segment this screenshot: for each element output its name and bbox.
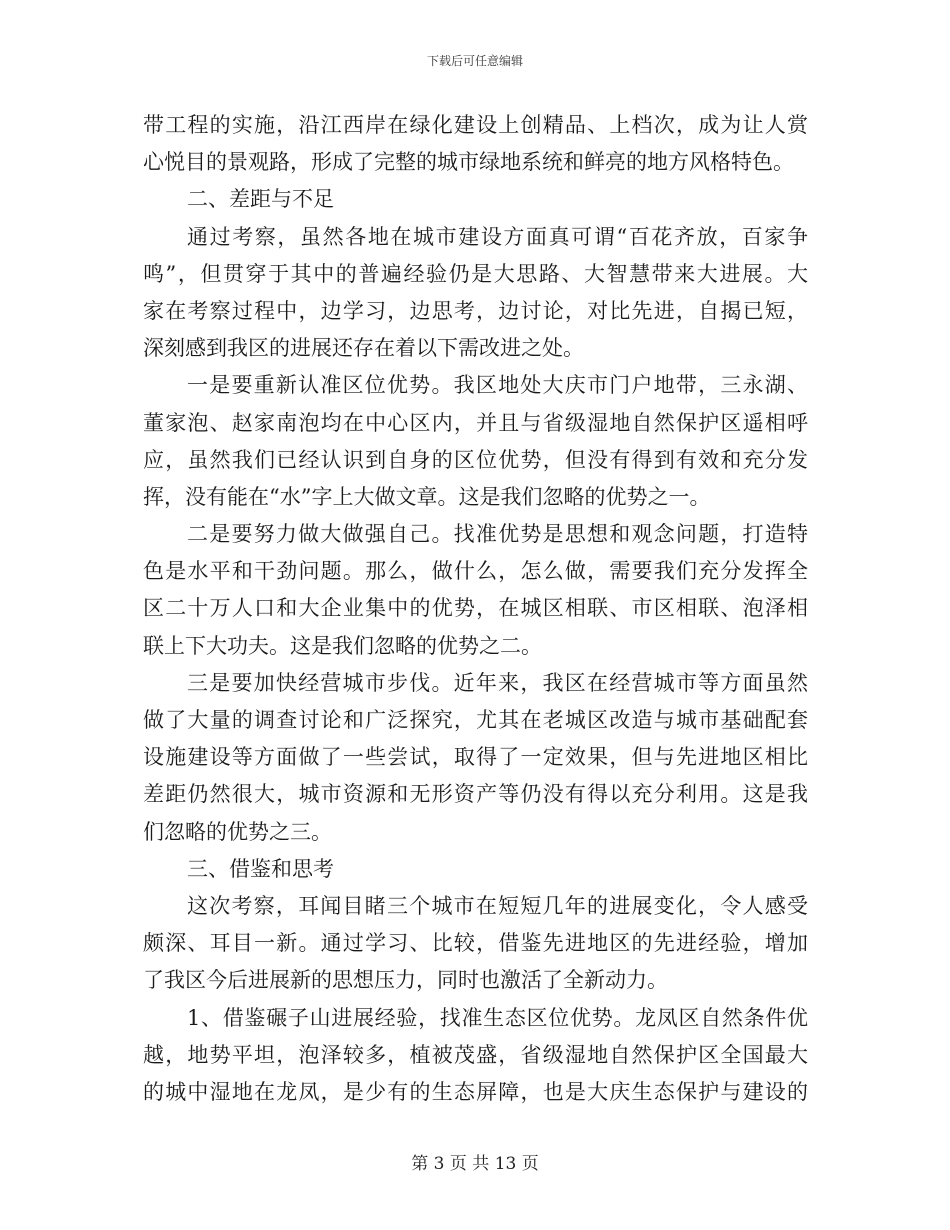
- page-header: 下载后可任意编辑: [426, 54, 523, 68]
- body-text-line: 了我区今后进展新的思想压力，同时也激活了全新动力。: [143, 968, 668, 993]
- body-text-line: 色是水平和干劲问题。那么，做什么，怎么做，需要我们充分发挥全: [143, 559, 808, 584]
- body-text-line: 们忽略的优势之三。: [143, 819, 332, 844]
- body-text-line: 联上下大功夫。这是我们忽略的优势之二。: [143, 633, 542, 658]
- body-text-line: 通过考察，虽然各地在城市建设方面真可谓“百花齐放，百家争: [187, 224, 808, 249]
- body-text-line: 心悦目的景观路，形成了完整的城市绿地系统和鲜亮的地方风格特色。: [143, 150, 794, 175]
- body-text-line: 深刻感到我区的进展还存在着以下需改进之处。: [143, 336, 584, 361]
- body-text-line: 区二十万人口和大企业集中的优势，在城区相联、市区相联、泡泽相: [143, 596, 808, 621]
- body-text-line: 二是要努力做大做强自己。找准优势是思想和观念问题，打造特: [187, 522, 808, 547]
- body-text-line: 带工程的实施，沿江西岸在绿化建设上创精品、上档次，成为让人赏: [143, 113, 808, 137]
- document-body: [143, 107, 808, 1111]
- body-text-line: 鸣”，但贯穿于其中的普遍经验仍是大思路、大智慧带来大进展。大: [143, 261, 808, 286]
- body-text-line: 一是要重新认准区位优势。我区地处大庆市门户地带，三永湖、: [187, 373, 808, 398]
- body-text-line: 董家泡、赵家南泡均在中心区内，并且与省级湿地自然保护区遥相呼: [143, 410, 808, 435]
- body-text-line: 三是要加快经营城市步伐。近年来，我区在经营城市等方面虽然: [187, 670, 808, 695]
- body-text-line: 应，虽然我们已经认识到自身的区位优势，但没有得到有效和充分发: [143, 447, 808, 472]
- page-footer-page-number: 第 3 页 共 13 页: [411, 1154, 539, 1174]
- body-text-line: 挥，没有能在“水”字上大做文章。这是我们忽略的优势之一。: [143, 484, 711, 509]
- body-text-line: 差距仍然很大，城市资源和无形资产等仍没有得以充分利用。这是我: [143, 782, 808, 807]
- body-text-line: 的城中湿地在龙凤，是少有的生态屏障，也是大庆生态保护与建设的: [143, 1079, 808, 1104]
- body-text-line: 颇深、耳目一新。通过学习、比较，借鉴先进地区的先进经验，增加: [143, 931, 808, 956]
- body-text-line: 二、差距与不足: [187, 187, 334, 212]
- body-text-line: 设施建设等方面做了一些尝试，取得了一定效果，但与先进地区相比: [143, 745, 808, 770]
- body-text-line: 做了大量的调查讨论和广泛探究，尤其在老城区改造与城市基础配套: [143, 708, 808, 732]
- body-text-line: 家在考察过程中，边学习，边思考，边讨论，对比先进，自揭已短，: [143, 298, 808, 323]
- body-text-line: 三、借鉴和思考: [187, 856, 334, 881]
- body-text-line: 这次考察，耳闻目睹三个城市在短短几年的进展变化，令人感受: [187, 893, 808, 918]
- body-text-line: 越，地势平坦，泡泽较多，植被茂盛，省级湿地自然保护区全国最大: [143, 1042, 808, 1067]
- body-text-line: 1、借鉴碾子山进展经验，找准生态区位优势。龙凤区自然条件优: [187, 1005, 808, 1030]
